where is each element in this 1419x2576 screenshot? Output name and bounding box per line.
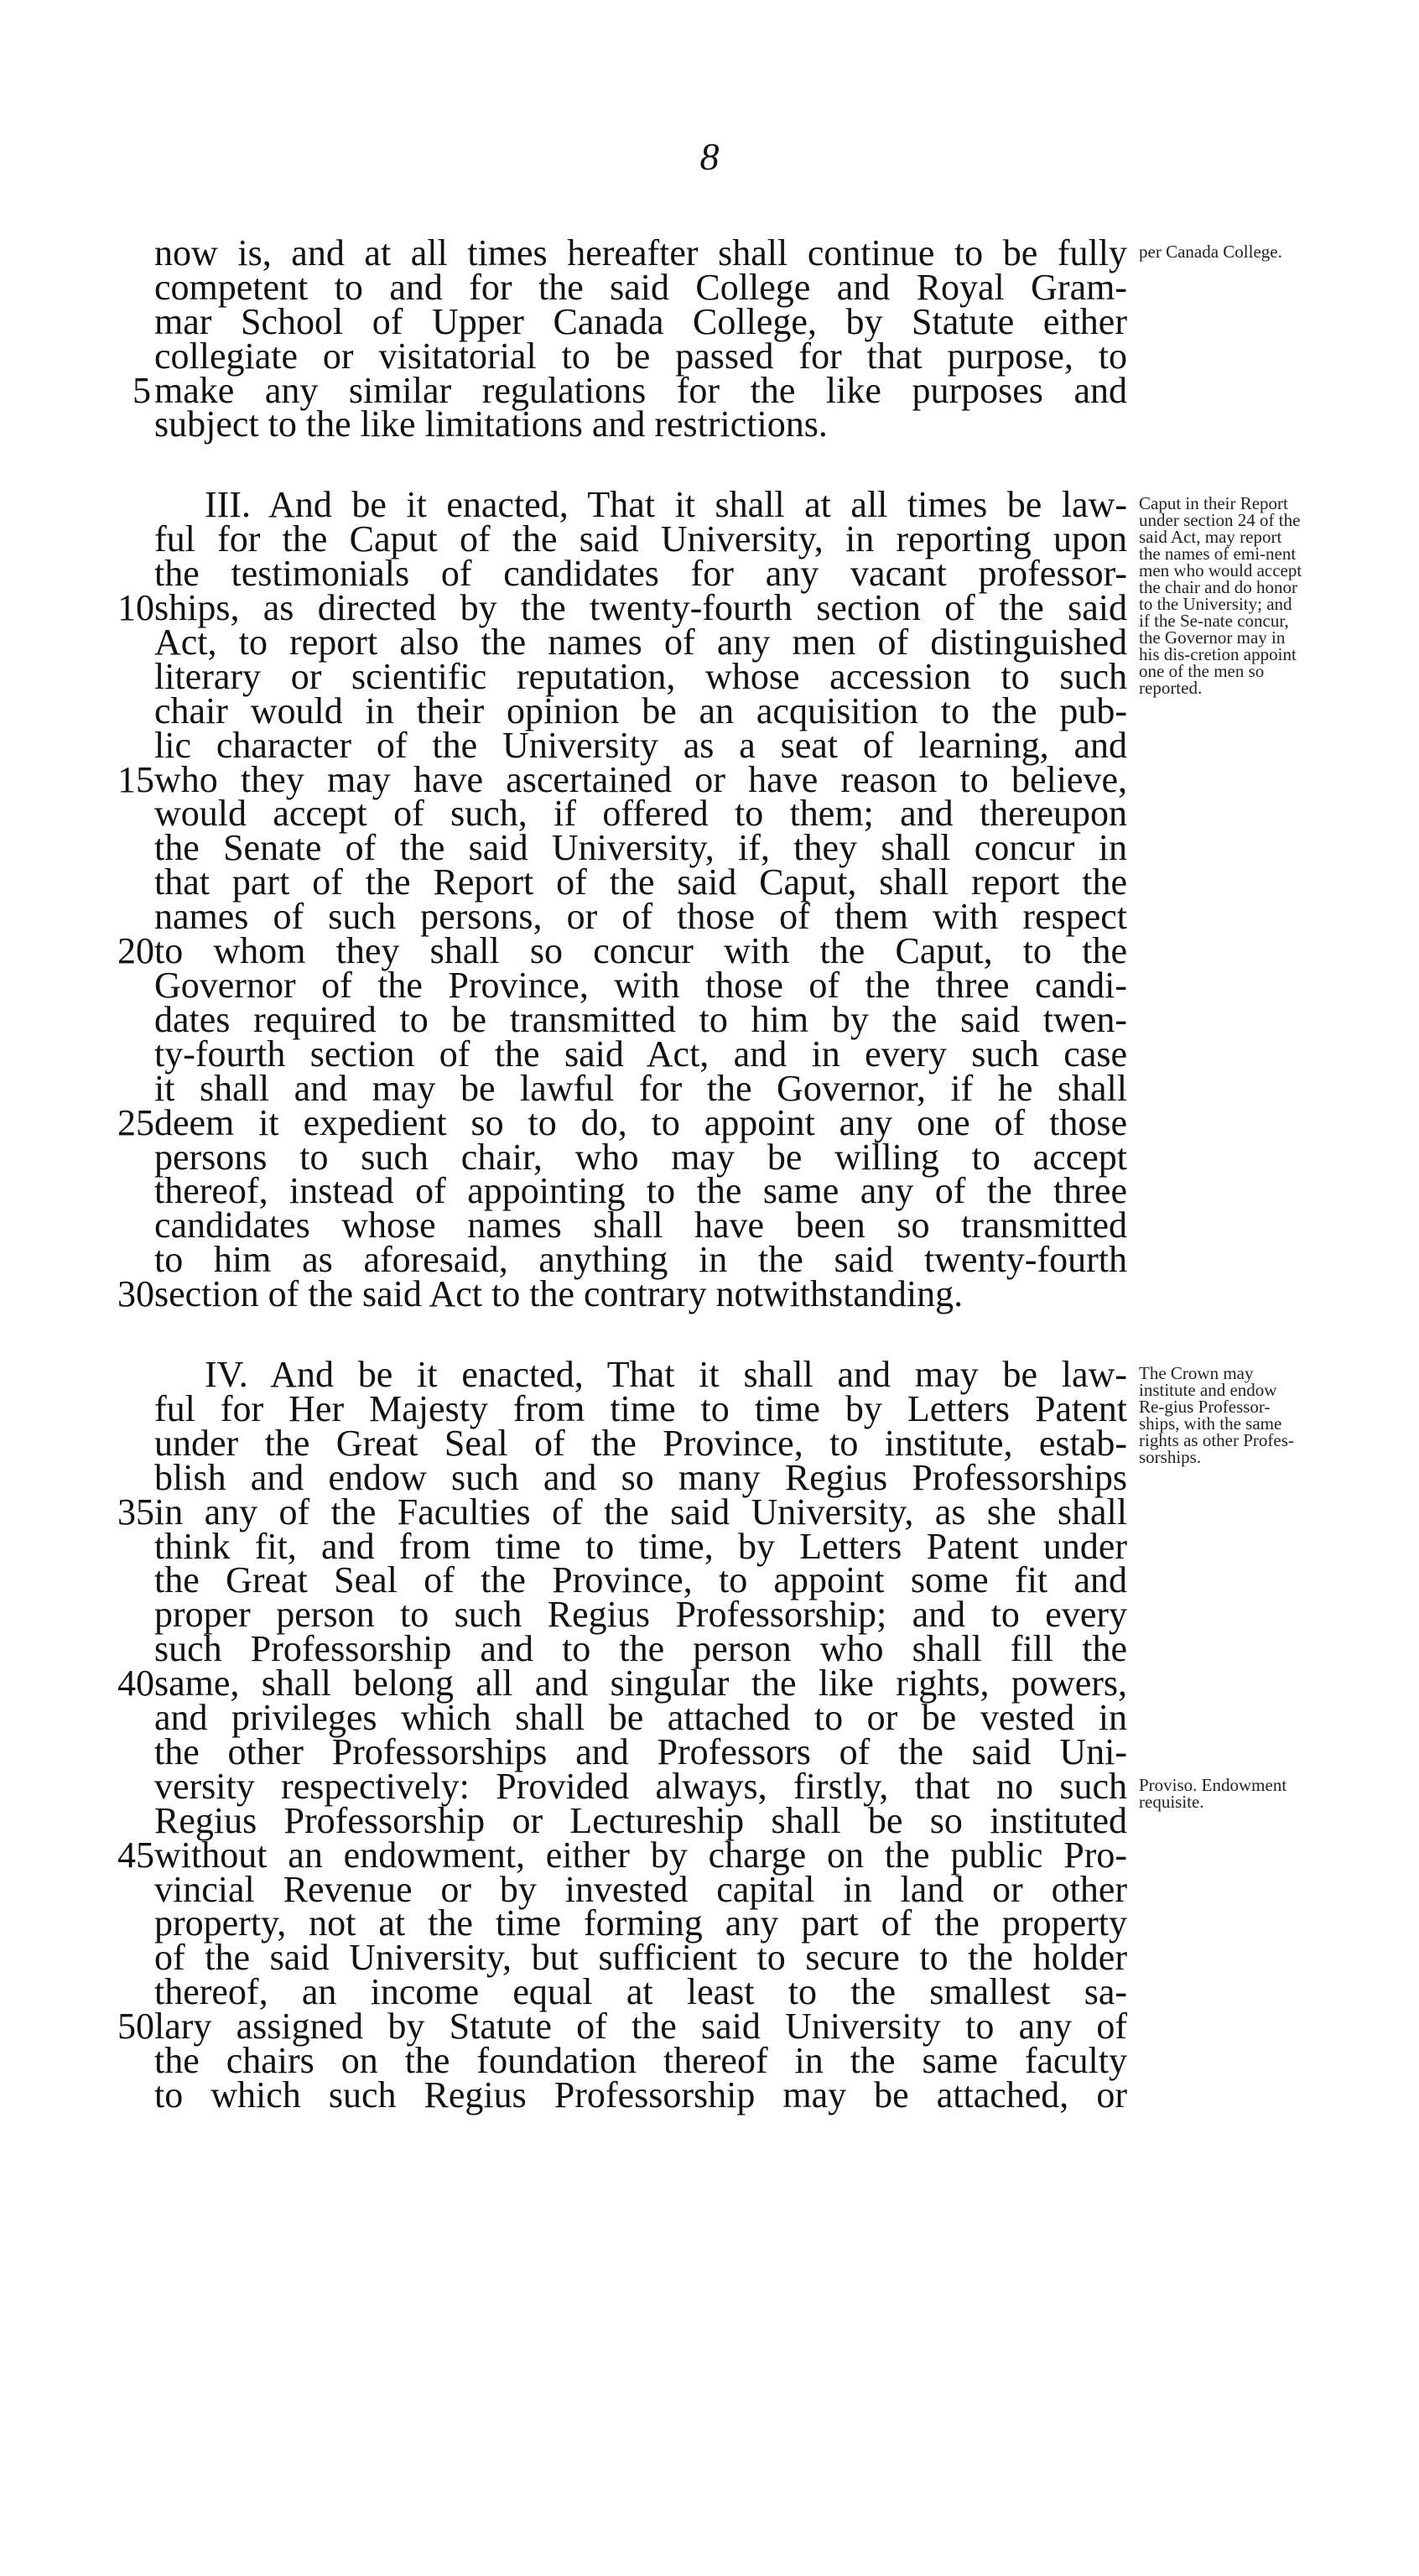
line-text: Act, to report also the names of any men of distinguished bbox=[154, 622, 1127, 663]
line-text: Governor of the Province, with those of the three candi- bbox=[154, 965, 1127, 1006]
margin-note: per Canada College. bbox=[1139, 242, 1282, 262]
line-text: subject to the like limitations and restrictions. bbox=[154, 403, 828, 445]
text-line bbox=[0, 1239, 1419, 1280]
line-number: 30 bbox=[117, 1273, 154, 1314]
line-text: without an endowment, either by charge on the public Pro- bbox=[154, 1834, 1127, 1876]
line-text: ful for the Caput of the said University, in reporting upon bbox=[154, 518, 1127, 559]
line-text: literary or scientific reputation, whose accession to such bbox=[154, 656, 1127, 697]
line-text: collegiate or visitatorial to be passed for that purpose, to bbox=[154, 336, 1127, 377]
line-number: 25 bbox=[117, 1102, 154, 1143]
text-line bbox=[0, 1273, 1419, 1314]
text-line bbox=[0, 1205, 1419, 1246]
text-line bbox=[0, 1628, 1419, 1669]
line-number: 45 bbox=[117, 1834, 154, 1876]
text-line bbox=[0, 1834, 1419, 1876]
line-text: make any similar regulations for the like purposes and bbox=[154, 370, 1127, 411]
line-text: Regius Professorship or Lectureship shall be so instituted bbox=[154, 1800, 1127, 1841]
line-text: section of the said Act to the contrary notwithstanding. bbox=[154, 1273, 964, 1314]
line-text: who they may have ascertained or have reason to believe, bbox=[154, 759, 1127, 800]
line-text: names of such persons, or of those of them with respect bbox=[154, 896, 1127, 937]
line-text: chair would in their opinion be an acquisition to the pub- bbox=[154, 690, 1127, 731]
line-text: would accept of such, if offered to them; and thereupon bbox=[154, 793, 1127, 834]
line-number: 35 bbox=[117, 1491, 154, 1533]
text-line bbox=[0, 965, 1419, 1006]
line-text: the chairs on the foundation thereof in the same faculty bbox=[154, 2040, 1127, 2081]
text-line bbox=[0, 1457, 1419, 1498]
text-line bbox=[0, 999, 1419, 1040]
text-line bbox=[0, 827, 1419, 868]
line-text: versity respectively: Provided always, firstly, that no such bbox=[154, 1766, 1127, 1807]
line-text: under the Great Seal of the Province, to institute, estab- bbox=[154, 1423, 1127, 1464]
line-text: that part of the Report of the said Caput, shall report the bbox=[154, 861, 1127, 903]
line-text: the Great Seal of the Province, to appoint some fit and bbox=[154, 1559, 1127, 1600]
line-number: 40 bbox=[117, 1663, 154, 1704]
line-text: competent to and for the said College and Royal Gram- bbox=[154, 267, 1127, 308]
line-text: such Professorship and to the person who shall fill the bbox=[154, 1628, 1127, 1669]
text-line bbox=[0, 1068, 1419, 1109]
line-number: 20 bbox=[117, 930, 154, 971]
line-text: ful for Her Majesty from time to time by Letters Patent bbox=[154, 1388, 1127, 1429]
line-text: ty-fourth section of the said Act, and in every such case bbox=[154, 1033, 1127, 1075]
text-line bbox=[0, 301, 1419, 342]
text-line bbox=[0, 1731, 1419, 1772]
text-line bbox=[0, 1559, 1419, 1600]
page-number: 8 bbox=[699, 135, 720, 178]
line-number: 50 bbox=[117, 2006, 154, 2047]
line-text: now is, and at all times hereafter shall continue to be fully bbox=[154, 232, 1127, 273]
text-line bbox=[0, 930, 1419, 971]
line-text: in any of the Faculties of the said University, as she shall bbox=[154, 1491, 1127, 1533]
text-line bbox=[0, 1102, 1419, 1143]
line-text: to him as aforesaid, anything in the said twenty-fourth bbox=[154, 1239, 1127, 1280]
line-text: property, not at the time forming any part of the property bbox=[154, 1902, 1127, 1944]
line-text: thereof, an income equal at least to the smallest sa- bbox=[154, 1971, 1127, 2012]
line-text: mar School of Upper Canada College, by Statute either bbox=[154, 301, 1127, 342]
line-text: III. And be it enacted, That it shall at all times be law- bbox=[205, 484, 1127, 525]
line-text: same, shall belong all and singular the like rights, powers, bbox=[154, 1663, 1127, 1704]
line-text: thereof, instead of appointing to the same any of the three bbox=[154, 1170, 1127, 1211]
text-line bbox=[0, 1033, 1419, 1075]
line-text: lary assigned by Statute of the said University to any of bbox=[154, 2006, 1127, 2047]
line-text: lic character of the University as a seat of learning, and bbox=[154, 725, 1127, 766]
line-text: of the said University, but sufficient to secure to the holder bbox=[154, 1937, 1127, 1978]
text-line bbox=[0, 1902, 1419, 1944]
text-line bbox=[0, 1137, 1419, 1178]
line-text: deem it expedient so to do, to appoint any one of those bbox=[154, 1102, 1127, 1143]
line-text: the other Professorships and Professors of the said Uni- bbox=[154, 1731, 1127, 1772]
text-line bbox=[0, 1937, 1419, 1978]
line-text: candidates whose names shall have been so transmitted bbox=[154, 1205, 1127, 1246]
text-line bbox=[0, 1663, 1419, 1704]
line-number: 5 bbox=[133, 370, 151, 411]
line-text: proper person to such Regius Professorship; and to every bbox=[154, 1594, 1127, 1635]
line-text: the Senate of the said University, if, they shall concur in bbox=[154, 827, 1127, 868]
text-line bbox=[0, 2006, 1419, 2047]
margin-note: Caput in their Report under section 24 of the said Act, may report the names of emi-nent men who would accept the chair and do honor to the University; and if the Se-nate concur, the Governor may in his dis-cretion appoint one of the men so reported. bbox=[1139, 493, 1302, 698]
line-text: and privileges which shall be attached to or be vested in bbox=[154, 1697, 1127, 1738]
line-text: IV. And be it enacted, That it shall and may be law- bbox=[205, 1354, 1127, 1395]
text-line bbox=[0, 1869, 1419, 1910]
text-line bbox=[0, 759, 1419, 800]
margin-note: Proviso. Endowment requisite. bbox=[1139, 1775, 1287, 1812]
line-text: dates required to be transmitted to him by the said twen- bbox=[154, 999, 1127, 1040]
text-line bbox=[0, 1170, 1419, 1211]
text-line bbox=[0, 1697, 1419, 1738]
line-text: think fit, and from time to time, by Letters Patent under bbox=[154, 1526, 1127, 1567]
text-line bbox=[0, 725, 1419, 766]
text-line bbox=[0, 861, 1419, 903]
line-text: persons to such chair, who may be willing to accept bbox=[154, 1137, 1127, 1178]
text-line bbox=[0, 1526, 1419, 1567]
text-line bbox=[0, 2040, 1419, 2081]
text-line bbox=[0, 793, 1419, 834]
text-line bbox=[0, 896, 1419, 937]
text-line bbox=[0, 1491, 1419, 1533]
line-text: the testimonials of candidates for any vacant professor- bbox=[154, 553, 1127, 594]
line-text: blish and endow such and so many Regius Professorships bbox=[154, 1457, 1127, 1498]
text-line bbox=[0, 1594, 1419, 1635]
line-text: to which such Regius Professorship may be attached, or bbox=[154, 2074, 1127, 2115]
text-line bbox=[0, 336, 1419, 377]
line-text: to whom they shall so concur with the Caput, to the bbox=[154, 930, 1127, 971]
line-text: vincial Revenue or by invested capital in land or other bbox=[154, 1869, 1127, 1910]
line-text: it shall and may be lawful for the Governor, if he shall bbox=[154, 1068, 1127, 1109]
line-text: ships, as directed by the twenty-fourth section of the said bbox=[154, 587, 1127, 628]
text-line bbox=[0, 1971, 1419, 2012]
text-line bbox=[0, 403, 1419, 445]
line-number: 10 bbox=[117, 587, 154, 628]
text-line bbox=[0, 370, 1419, 411]
line-number: 15 bbox=[117, 759, 154, 800]
margin-note: The Crown may institute and endow Re-gius Professor-ships, with the same rights as other Profes-sorships. bbox=[1139, 1363, 1294, 1467]
text-line bbox=[0, 267, 1419, 308]
text-line bbox=[0, 2074, 1419, 2115]
text-line bbox=[0, 690, 1419, 731]
